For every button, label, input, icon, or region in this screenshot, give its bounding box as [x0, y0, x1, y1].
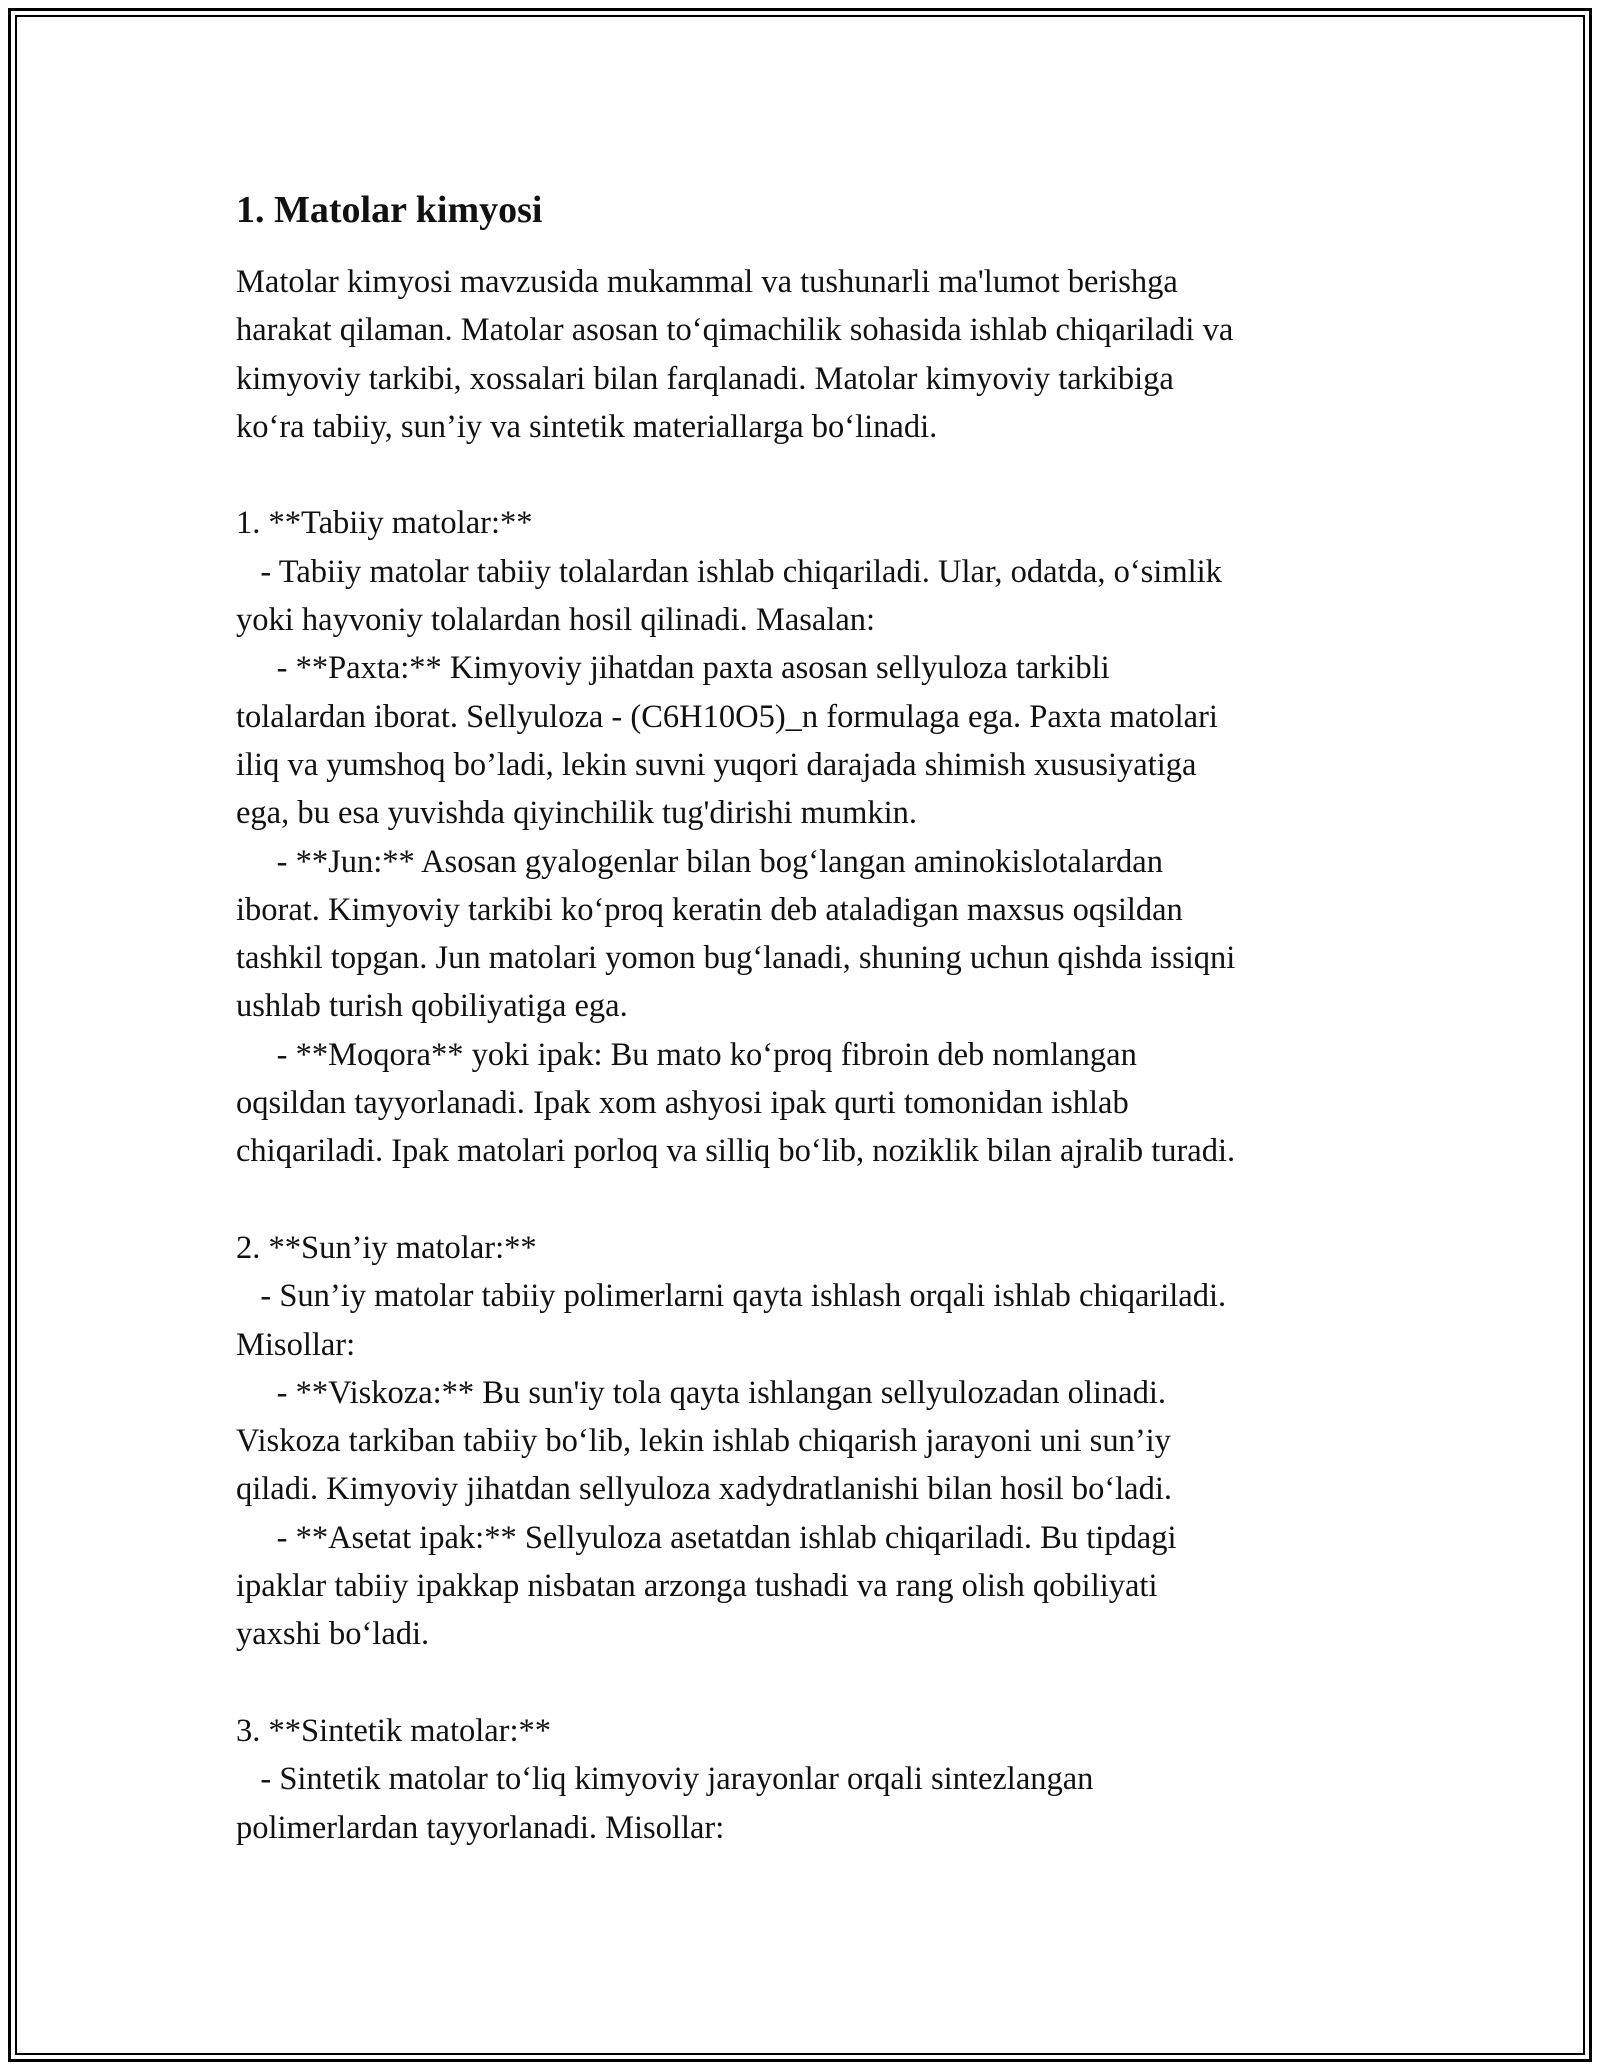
text-line: ipaklar tabiiy ipakkap nisbatan arzonga tushadi va rang olish qobiliyati — [236, 1568, 1158, 1605]
text-line: - Tabiiy matolar tabiiy tolalardan ishlab chiqariladi. Ular, odatda, o‘simlik — [236, 553, 1222, 590]
text-line: - Sun’iy matolar tabiiy polimerlarni qayta ishlash orqali ishlab chiqariladi. — [236, 1278, 1227, 1315]
text-line: Misollar: — [236, 1326, 356, 1363]
text-line: 3. **Sintetik matolar:** — [236, 1712, 552, 1749]
text-line: iliq va yumshoq bo’ladi, lekin suvni yuqori darajada shimish xususiyatiga — [236, 746, 1197, 783]
text-line: Viskoza tarkiban tabiiy bo‘lib, lekin ishlab chiqarish jarayoni uni sun’iy — [236, 1423, 1171, 1460]
text-line: oqsildan tayyorlanadi. Ipak xom ashyosi ipak qurti tomonidan ishlab — [236, 1085, 1129, 1122]
text-line — [236, 1659, 1376, 1707]
text-line: qiladi. Kimyoviy jihatdan sellyuloza xadydratlanishi bilan hosil bo‘ladi. — [236, 1471, 1173, 1508]
text-line: chiqariladi. Ipak matolari porloq va silliq bo‘lib, noziklik bilan ajralib turadi. — [236, 1133, 1236, 1170]
text-line: yaxshi bo‘ladi. — [236, 1616, 430, 1653]
text-line — [236, 1176, 1376, 1224]
text-line: tolalardan iborat. Sellyuloza - (C6H10O5)_n formulaga ega. Paxta matolari — [236, 698, 1218, 735]
text-line: ko‘ra tabiiy, sun’iy va sintetik materiallarga bo‘linadi. — [236, 408, 938, 445]
text-line: ega, bu esa yuvishda qiyinchilik tug'dirishi mumkin. — [236, 795, 918, 832]
text-line: - **Jun:** Asosan gyalogenlar bilan bog‘langan aminokislotalardan — [236, 843, 1163, 880]
text-line: kimyoviy tarkibi, xossalari bilan farqlanadi. Matolar kimyoviy tarkibiga — [236, 360, 1174, 397]
text-line: - **Viskoza:** Bu sun'iy tola qayta ishlangan sellyulozadan olinadi. — [236, 1374, 1166, 1411]
text-line: 2. **Sun’iy matolar:** — [236, 1229, 537, 1266]
document-text — [236, 258, 1376, 1852]
text-line: 1. **Tabiiy matolar:** — [236, 505, 533, 542]
text-line: - Sintetik matolar to‘liq kimyoviy jarayonlar orqali sintezlangan — [236, 1761, 1094, 1798]
text-line: Matolar kimyosi mavzusida mukammal va tushunarli ma'lumot berishga — [236, 264, 1178, 300]
text-line: - **Moqora** yoki ipak: Bu mato ko‘proq fibroin deb nomlangan — [236, 1036, 1137, 1073]
text-line: - **Paxta:** Kimyoviy jihatdan paxta asosan sellyuloza tarkibli — [236, 650, 1110, 687]
text-line: ushlab turish qobiliyatiga ega. — [236, 988, 628, 1025]
text-line: yoki hayvoniy tolalardan hosil qilinadi. Masalan: — [236, 602, 876, 639]
text-line: harakat qilaman. Matolar asosan to‘qimachilik sohasida ishlab chiqariladi va — [236, 312, 1234, 349]
text-line: - **Asetat ipak:** Sellyuloza asetatdan ishlab chiqariladi. Bu tipdagi — [236, 1519, 1177, 1556]
text-line: tashkil topgan. Jun matolari yomon bug‘lanadi, shuning uchun qishda issiqni — [236, 940, 1236, 977]
text-line: polimerlardan tayyorlanadi. Misollar: — [236, 1809, 725, 1846]
text-line — [236, 451, 1376, 499]
document-body — [236, 186, 1376, 1852]
document-title: 1. Matolar kimyosi — [236, 189, 543, 231]
text-line: iborat. Kimyoviy tarkibi ko‘proq keratin deb ataladigan maxsus oqsildan — [236, 891, 1183, 928]
